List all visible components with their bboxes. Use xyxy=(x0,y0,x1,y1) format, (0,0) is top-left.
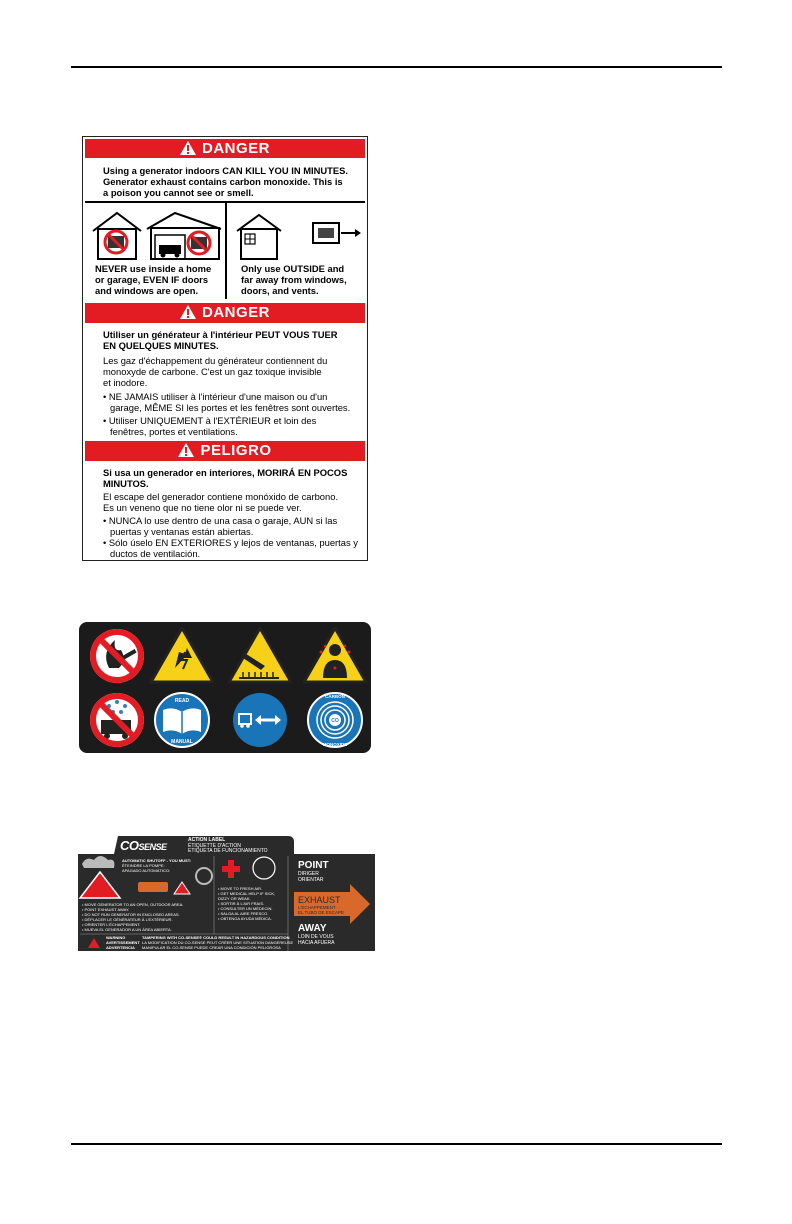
danger-es-intro xyxy=(103,467,347,489)
danger-banner-fr xyxy=(85,303,365,323)
text-line: • MOVE TO FRESH AIR. xyxy=(218,886,263,891)
text-line: MINUTOS. xyxy=(103,478,149,489)
text-line: • GET MEDICAL HELP IF SICK, xyxy=(218,891,276,896)
text-line: NEVER use inside a home xyxy=(95,263,212,274)
text-line: ETIQUETA DE FUNCIONAMIENTO xyxy=(188,848,268,854)
text-line: • CONSULTER UN MÉDECIN. xyxy=(218,906,273,911)
read-manual-icon xyxy=(155,693,209,747)
no-indoor-use-icon xyxy=(91,209,225,261)
text-line: garage, MÊME SI les portes et les fenêtres sont ouvertes. xyxy=(110,402,351,413)
text-line: AUTOMATIC SHUTOFF - YOU MUST: xyxy=(122,858,192,863)
text-line: ORIENTAR xyxy=(298,877,324,883)
text-line: ductos de ventilación. xyxy=(110,548,201,559)
vertical-divider xyxy=(225,203,227,299)
text-line: • NUNCA lo use dentro de una casa o garaje, AUN si las xyxy=(103,515,338,526)
text-line: TAMPERING WITH CO-SENSE® COULD RESULT IN HAZARDOUS CONDITION xyxy=(142,935,290,940)
text-line: El escape del generador contiene monóxido de carbono. xyxy=(103,491,339,502)
warning-words xyxy=(106,935,140,950)
text-line: Only use OUTSIDE and xyxy=(241,263,345,274)
carbon-monoxide-icon xyxy=(308,693,362,747)
danger-banner-en-text: DANGER xyxy=(201,140,270,157)
text-line: EN QUELQUES MINUTES. xyxy=(103,340,219,351)
hot-surface-warning-icon xyxy=(229,628,291,682)
shutoff-instructions xyxy=(82,902,183,932)
warning-triangle-icon xyxy=(180,141,196,155)
text-line: or garage, EVEN IF doors xyxy=(95,274,209,285)
text-line: • MOVE GENERATOR TO AN OPEN, OUTDOOR AREA. xyxy=(82,902,184,907)
text-line: monoxyde de carbone. C'est un gaz toxique invisible xyxy=(103,366,322,377)
text-line: POINT xyxy=(298,860,329,871)
toxic-fumes-warning-icon xyxy=(304,628,366,682)
peligro-banner-es-text: PELIGRO xyxy=(200,442,272,459)
text-line: ACTION LABEL xyxy=(188,837,226,843)
text-line: far away from windows, xyxy=(241,274,347,285)
text-line: ÉTEINDRE LA POMPE: xyxy=(122,863,165,868)
danger-fr-intro xyxy=(103,329,338,351)
danger-es-bullet-2 xyxy=(103,537,358,559)
text-line: • POINT EXHAUST AWAY. xyxy=(82,907,130,912)
text-line: Generator exhaust contains carbon monoxide. This is xyxy=(103,176,343,187)
text-line: doors, and vents. xyxy=(241,285,319,296)
danger-es-bullet-1 xyxy=(103,515,337,537)
brand-co: CO xyxy=(120,838,139,853)
text-line: fenêtres, portes et ventilations. xyxy=(110,426,238,437)
keep-distance-icon xyxy=(233,693,287,747)
warning-triangle-icon xyxy=(178,443,194,457)
tampering-warning xyxy=(142,935,293,950)
text-line: • SALGA AL AIRE FRESCO. xyxy=(218,911,269,916)
carbon-label: CARBON xyxy=(325,694,345,699)
text-line: • SORTIR À L'AIR FRAIS. xyxy=(218,901,265,906)
monoxide-label: MONOXIDE xyxy=(322,742,348,747)
point-text xyxy=(298,860,329,883)
text-line: Si usa un generador en interiores, MORIRÁ EN POCOS xyxy=(103,467,348,478)
action-label-titles xyxy=(188,838,268,855)
outdoor-use-icon xyxy=(235,211,363,261)
text-line: • OBTENGA AYUDA MÉDICA. xyxy=(218,916,272,921)
text-line: • ORIENTER L'ÉCHAPPEMENT. xyxy=(82,922,141,927)
away-text xyxy=(298,923,334,946)
shutoff-heading xyxy=(122,858,191,873)
text-line: WARNING xyxy=(106,935,126,940)
text-line: HACIA AFUERA xyxy=(298,940,335,946)
danger-fr-exhaust xyxy=(103,355,327,388)
text-line: DIRIGER xyxy=(298,871,319,877)
text-line: Utiliser un générateur à l'intérieur PEUT VOUS TUER xyxy=(103,329,338,340)
never-use-inside-text xyxy=(95,263,211,296)
danger-es-exhaust xyxy=(103,491,338,513)
text-line: et inodore. xyxy=(103,377,148,388)
manual-label: MANUAL xyxy=(171,739,193,745)
brand-sense: SENSE xyxy=(138,842,167,852)
text-line: • Utiliser UNIQUEMENT à l'EXTÉRIEUR et loin des xyxy=(103,415,317,426)
text-line: L'ÉCHAPPEMENT xyxy=(298,905,336,910)
danger-banner-fr-text: DANGER xyxy=(201,304,270,321)
read-label: READ xyxy=(174,698,190,704)
cosense-brand xyxy=(120,838,167,853)
no-fire-icon xyxy=(90,629,144,683)
text-line: and windows are open. xyxy=(95,285,199,296)
text-line: AWAY xyxy=(298,923,327,934)
text-line: Es un veneno que no tiene olor ni se puede ver. xyxy=(103,502,302,513)
text-line: ÉTIQUETTE D'ACTION xyxy=(188,842,241,849)
text-line: Using a generator indoors CAN KILL YOU IN MINUTES. xyxy=(103,165,348,176)
text-line: EXHAUST xyxy=(298,895,341,905)
text-line: Les gaz d'échappement du générateur contiennent du xyxy=(103,355,328,366)
electric-shock-warning-icon xyxy=(151,628,213,682)
danger-en-intro xyxy=(103,165,348,198)
text-line: APAGADO AUTOMÁTICO: xyxy=(122,868,171,873)
text-line: • DÉPLACER LE GÉNÉRATEUR À L'EXTÉRIEUR. xyxy=(82,917,173,922)
pictogram-grid xyxy=(79,622,371,753)
text-line: • MUEVA EL GENERADOR A UN ÁREA ABIERTA. xyxy=(82,927,172,932)
only-use-outside-text xyxy=(241,263,347,296)
warning-triangle-icon xyxy=(180,305,196,319)
danger-fr-bullet-2 xyxy=(103,415,316,437)
text-line: • Sólo úselo EN EXTERIORES y lejos de ventanas, puertas y xyxy=(103,537,358,548)
danger-label xyxy=(82,136,368,561)
safety-pictogram-label xyxy=(79,622,371,753)
footer-rule xyxy=(71,1143,722,1145)
co-symbol: CO xyxy=(331,718,339,724)
exhaust-text xyxy=(298,895,344,915)
no-rain-icon xyxy=(90,693,144,747)
text-line: MANIPULAR EL CO-SENSE PUEDE CREAR UNA CONDICIÓN PELIGROSA xyxy=(142,945,281,950)
text-line: LOIN DE VOUS xyxy=(298,934,334,940)
text-line: DIZZY OR WEAK. xyxy=(218,896,251,901)
first-aid-instructions xyxy=(218,886,275,921)
cosense-action-label xyxy=(78,834,375,951)
text-line: puertas y ventanas están abiertas. xyxy=(110,526,254,537)
text-line: ADVERTENCIA xyxy=(106,945,135,950)
danger-banner-en xyxy=(85,139,365,158)
text-line: • DO NOT RUN GENERATOR IN ENCLOSED AREAS. xyxy=(82,912,180,917)
text-line: a poison you cannot see or smell. xyxy=(103,187,254,198)
text-line: AVERTISSEMENT xyxy=(106,940,140,945)
text-line: EL TUBO DE ESCAPE xyxy=(298,910,345,915)
text-line: LA MODIFICATION DU CO-SENSE PEUT CRÉER UNE SITUATION DANGEREUSE xyxy=(142,940,294,945)
peligro-banner-es xyxy=(85,441,365,461)
danger-fr-bullet-1 xyxy=(103,391,350,413)
header-rule xyxy=(71,66,722,68)
text-line: • NE JAMAIS utiliser à l'intérieur d'une maison ou d'un xyxy=(103,391,328,402)
